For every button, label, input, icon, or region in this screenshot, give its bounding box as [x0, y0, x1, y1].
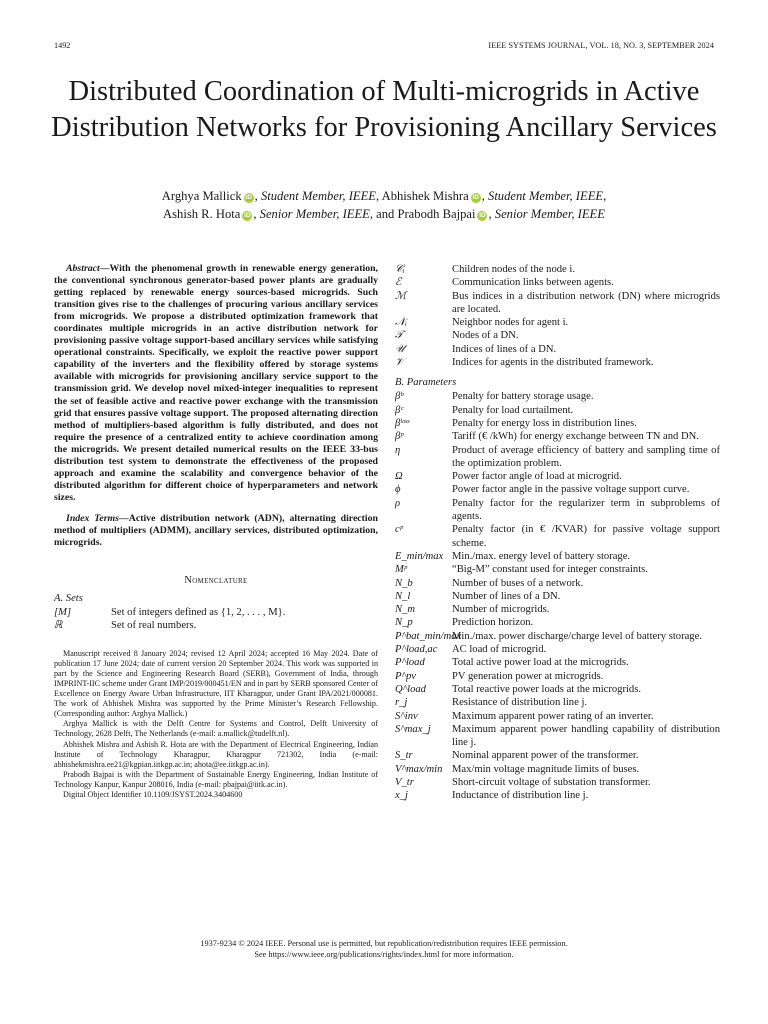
nomenclature-row: [395, 550, 720, 563]
nomenclature-symbol: P^load,ac: [395, 644, 438, 656]
sets-list-right: [395, 263, 720, 369]
nomenclature-symbol: E_min/max: [395, 550, 444, 562]
nomenclature-symbol: 𝒱: [395, 357, 404, 369]
nomenclature-row: [395, 590, 720, 603]
nomenclature-definition: Nodes of a DN.: [452, 330, 519, 342]
author-name: Abhishek Mishra: [381, 189, 469, 203]
nomenclature-row: [395, 656, 720, 669]
nomenclature-row: [395, 630, 720, 643]
nomenclature-symbol: Ω: [395, 471, 403, 483]
nomenclature-symbol: ϕ: [395, 484, 401, 496]
nomenclature-row: [395, 710, 720, 723]
nomenclature-symbol: S_tr: [395, 750, 413, 762]
nomenclature-symbol: ℳ: [395, 290, 407, 302]
footnote-affiliation-3: Prabodh Bajpai is with the Department of Sustainable Energy Engineering, Indian Institute of Technology Kanpur, Kanpur 208016, India (e-mail: pbajpai@iitk.ac.in).: [54, 769, 378, 789]
nomenclature-definition: Maximum apparent power handling capability of distribution line j.: [452, 723, 720, 749]
nomenclature-definition: Bus indices in a distribution network (DN) where microgrids are located.: [452, 290, 720, 315]
nomenclature-definition: Penalty for load curtailment.: [452, 404, 574, 416]
nomenclature-heading: Nomenclature: [184, 575, 248, 587]
abstract: [54, 263, 378, 504]
nomenclature-definition: Communication links between agents.: [452, 277, 614, 289]
nomenclature-row: [395, 696, 720, 709]
footnote-doi: Digital Object Identifier 10.1109/JSYST.2024.3404600: [63, 789, 243, 799]
nomenclature-row: [395, 563, 720, 576]
nomenclature-definition: Neighbor nodes for agent i.: [452, 317, 569, 329]
nomenclature-symbol: 𝒞ᵢ: [395, 264, 405, 275]
nomenclature-symbol: P^pv: [395, 670, 416, 682]
footnote-affiliation-1: Arghya Mallick is with the Delft Centre for Systems and Control, Delft University of Technology, 2628 Delft, The Netherlands (e-mail: a.mallick@tudelft.nl).: [54, 719, 378, 739]
nomenclature-row: [54, 606, 378, 619]
author-name: Prabodh Bajpai: [397, 207, 476, 221]
nomenclature-definition: Max/min voltage magnitude limits of buses.: [452, 763, 640, 775]
nomenclature-definition: Maximum apparent power rating of an inverter.: [452, 710, 654, 722]
author-degree: Senior Member, IEEE: [259, 207, 370, 221]
nomenclature-row: [395, 683, 720, 696]
right-column: [395, 263, 720, 803]
nomenclature-row: [395, 316, 720, 329]
nomenclature-definition: Power factor angle of load at microgrid.: [452, 471, 622, 483]
nomenclature-row: [395, 390, 720, 403]
nomenclature-definition: AC load of microgrid.: [452, 644, 547, 656]
nomenclature-symbol: 𝒩ᵢ: [395, 317, 407, 329]
nomenclature-row: [395, 643, 720, 656]
nomenclature-definition: Penalty for battery storage usage.: [452, 391, 594, 403]
nomenclature-symbol: V^max/min: [395, 763, 443, 775]
orcid-icon[interactable]: iD: [245, 194, 252, 201]
nomenclature-symbol: N_p: [395, 617, 413, 629]
nomenclature-row: [395, 763, 720, 776]
left-column: [54, 263, 378, 800]
nomenclature-definition: Min./max. energy level of battery storage.: [452, 550, 631, 562]
nomenclature-row: [395, 290, 720, 317]
nomenclature-symbol: P^load: [395, 657, 425, 669]
author-name: Arghya Mallick: [161, 189, 242, 203]
nomenclature-symbol: S^inv: [395, 710, 418, 722]
nomenclature-row: [395, 616, 720, 629]
page-number: 1492: [54, 41, 71, 50]
author-list: [40, 187, 728, 223]
nomenclature-symbol: x_j: [395, 790, 408, 802]
parameters-list: [395, 390, 720, 802]
sets-heading: A. Sets: [54, 593, 83, 605]
nomenclature-definition: Min./max. power discharge/charge level of battery storage.: [452, 630, 702, 642]
nomenclature-row: [395, 483, 720, 496]
nomenclature-symbol: S^max_j: [395, 723, 431, 735]
nomenclature-symbol: r_j: [395, 697, 408, 709]
nomenclature-row: [395, 263, 720, 276]
author-line-2: Ashish R. Hota iD , Senior Member, IEEE, and Prabodh Bajpai iD , Senior Member, IEEE: [163, 207, 605, 221]
page-header: [54, 41, 714, 53]
index-terms-label: Index Terms—: [66, 512, 129, 524]
author-degree: Student Member, IEEE: [260, 189, 376, 203]
copyright-line: 1937-9234 © 2024 IEEE. Personal use is permitted, but republication/redistribution requires IEEE permission.: [200, 939, 568, 948]
rights-link-line: See https://www.ieee.org/publications/rights/index.html for more information.: [254, 950, 514, 959]
nomenclature-row: [395, 329, 720, 342]
nomenclature-row: [395, 749, 720, 762]
author-degree: Senior Member, IEEE: [494, 207, 605, 221]
parameters-heading: B. Parameters: [395, 377, 457, 389]
nomenclature-symbol: V_tr: [395, 776, 414, 788]
sets-list-left: [54, 606, 378, 633]
nomenclature-symbol: βᵖ: [395, 431, 404, 443]
nomenclature-row: [395, 417, 720, 430]
nomenclature-definition: Children nodes of the node i.: [452, 264, 575, 275]
nomenclature-symbol: [M]: [54, 607, 72, 619]
nomenclature-symbol: 𝒯: [395, 330, 404, 342]
nomenclature-row: [395, 430, 720, 443]
nomenclature-row: [395, 723, 720, 750]
nomenclature-symbol: N_l: [395, 590, 411, 602]
nomenclature-row: [395, 776, 720, 789]
nomenclature-definition: Set of integers defined as {1, 2, . . . , M}.: [111, 607, 286, 619]
nomenclature-definition: “Big-M” constant used for integer constraints.: [452, 564, 648, 576]
nomenclature-symbol: N_b: [395, 577, 413, 589]
author-name: Ashish R. Hota: [163, 207, 241, 221]
nomenclature-row: [54, 619, 378, 632]
nomenclature-symbol: ℰ: [395, 277, 402, 289]
footnote-manuscript: Manuscript received 8 January 2024; revised 12 April 2024; accepted 16 May 2024. Date of publication 17 June 2024; date of current version 20 September 2024. This work was supported in part by the Science and Engineering Research Board (SERB), Government of India, through IMPRINT-IIC scheme under Grant IMP/2019/000451/EN and in part by SERB sponsored Center of Excellence on Energy Aware Urban Infrastructure, IIT Kharagpur, under Grant IPA/2021/000081. The work of Abhishek Mishra was supported by the Prime Minister’s Research Fellowship. (Corresponding author: Arghya Mallick.): [54, 648, 378, 719]
footnote-affiliation-2: Abhishek Mishra and Ashish R. Hota are with the Department of Electrical Engineering, Indian Institute of Technology Kharagpur, Kharagpur 721302, India (e-mail: abhishekmishra.ee21@kgpian.iitkgp.ac.in; ahota@ee.iitkgp.ac.in).: [54, 739, 378, 769]
author-line-1: Arghya Mallick iD , Student Member, IEEE, Abhishek Mishra iD , Student Member, IEEE,: [161, 189, 607, 203]
nomenclature-symbol: Mᵖ: [395, 564, 407, 576]
nomenclature-symbol: η: [395, 444, 401, 456]
page-footer: [40, 938, 728, 960]
nomenclature-row: [395, 356, 720, 369]
orcid-icon[interactable]: iD: [244, 212, 251, 219]
author-degree: Student Member, IEEE: [488, 189, 604, 203]
nomenclature-definition: Number of lines of a DN.: [452, 590, 561, 602]
nomenclature-definition: Number of microgrids.: [452, 604, 550, 616]
index-terms: [54, 513, 378, 549]
orcid-icon[interactable]: iD: [472, 194, 479, 201]
nomenclature-symbol: ℝ: [54, 620, 63, 632]
nomenclature-definition: PV generation power at microgrids.: [452, 670, 604, 682]
abstract-label: Abstract—: [66, 263, 110, 274]
nomenclature-definition: Penalty factor (in € /KVAR) for passive voltage support scheme.: [452, 524, 720, 549]
nomenclature-definition: Power factor angle in the passive voltage support curve.: [452, 484, 690, 496]
nomenclature-symbol: ρ: [395, 497, 401, 509]
nomenclature-definition: Product of average efficiency of battery and sampling time of the optimization problem.: [452, 444, 720, 469]
nomenclature-symbol: P^bat_min/max: [395, 630, 462, 642]
author-conjunction: and: [376, 207, 395, 221]
nomenclature-symbol: N_m: [395, 604, 416, 616]
nomenclature-row: [395, 404, 720, 417]
journal-info: IEEE SYSTEMS JOURNAL, VOL. 18, NO. 3, SEPTEMBER 2024: [488, 41, 714, 50]
nomenclature-row: [395, 789, 720, 802]
nomenclature-symbol: 𝒰: [395, 343, 405, 355]
nomenclature-row: [395, 470, 720, 483]
nomenclature-definition: Resistance of distribution line j.: [452, 697, 588, 709]
nomenclature-row: [395, 444, 720, 471]
nomenclature-symbol: βᶜ: [395, 404, 404, 416]
nomenclature-definition: Number of buses of a network.: [452, 577, 584, 589]
nomenclature-definition: Penalty for energy loss in distribution lines.: [452, 417, 637, 429]
nomenclature-symbol: cᵖ: [395, 524, 403, 536]
nomenclature-row: [395, 670, 720, 683]
index-terms-text: Active distribution network (ADN), alternating direction method of multipliers (ADMM), ancillary services, distributed optimization, microgrids.: [54, 512, 378, 549]
paper-title: Distributed Coordination of Multi-microgrids in Active Distribution Networks for Provisioning Ancillary Services: [51, 76, 717, 143]
nomenclature-row: [395, 276, 720, 289]
nomenclature-definition: Prediction horizon.: [452, 617, 534, 629]
nomenclature-row: [395, 577, 720, 590]
nomenclature-row: [395, 343, 720, 356]
nomenclature-symbol: βˡᵒˢˢ: [395, 417, 410, 429]
nomenclature-definition: Total reactive power loads at the microgrids.: [452, 683, 641, 695]
nomenclature-definition: Indices for agents in the distributed framework.: [452, 357, 654, 369]
footnote: [54, 649, 378, 800]
nomenclature-definition: Set of real numbers.: [111, 620, 197, 632]
nomenclature-row: [395, 603, 720, 616]
nomenclature-symbol: Q^load: [395, 683, 426, 695]
nomenclature-definition: Total active power load at the microgrids.: [452, 657, 629, 669]
abstract-text: With the phenomenal growth in renewable energy generation, the conventional synchronous generator-based power plants are gradually getting replaced by renewable energy sources-based microgrids. Such transition gives rise to the challenges of procuring various ancillary services from microgrids. We propose a distributed optimization framework that coordinates multiple microgrids in an active distribution network for provisioning passive voltage support-based ancillary services while satisfying operational constraints. Specifically, we exploit the reactive power support capability of the inverters and the flexibility offered by storage systems available with microgrids for provisioning ancillary service support to the transmission grid. We develop novel mixed-integer inequalities to represent the set of feasible active and reactive power exchange with the transmission grid that ensures passive voltage support. The proposed alternating direction method of multipliers-based algorithm is fully distributed, and does not require the presence of a centralized entity to achieve coordination among the microgrids. We present detailed numerical results on the IEEE 33-bus distribution test system to demonstrate the effectiveness of the proposed approach and examine the scalability and convergence behavior of the distributed algorithm for different choice of hyperparameters and network sizes.: [54, 263, 378, 503]
nomenclature-definition: Short-circuit voltage of substation transformer.: [452, 776, 651, 788]
orcid-icon[interactable]: iD: [479, 212, 486, 219]
nomenclature-definition: Inductance of distribution line j.: [452, 790, 589, 802]
nomenclature-definition: Indices of lines of a DN.: [452, 343, 557, 355]
nomenclature-definition: Nominal apparent power of the transformer.: [452, 750, 639, 762]
nomenclature-row: [395, 523, 720, 550]
nomenclature-definition: Tariff (€ /kWh) for energy exchange between TN and DN.: [452, 431, 699, 443]
nomenclature-definition: Penalty factor for the regularizer term in subproblems of agents.: [452, 497, 720, 523]
nomenclature-row: [395, 497, 720, 524]
nomenclature-symbol: βᵇ: [395, 391, 404, 403]
